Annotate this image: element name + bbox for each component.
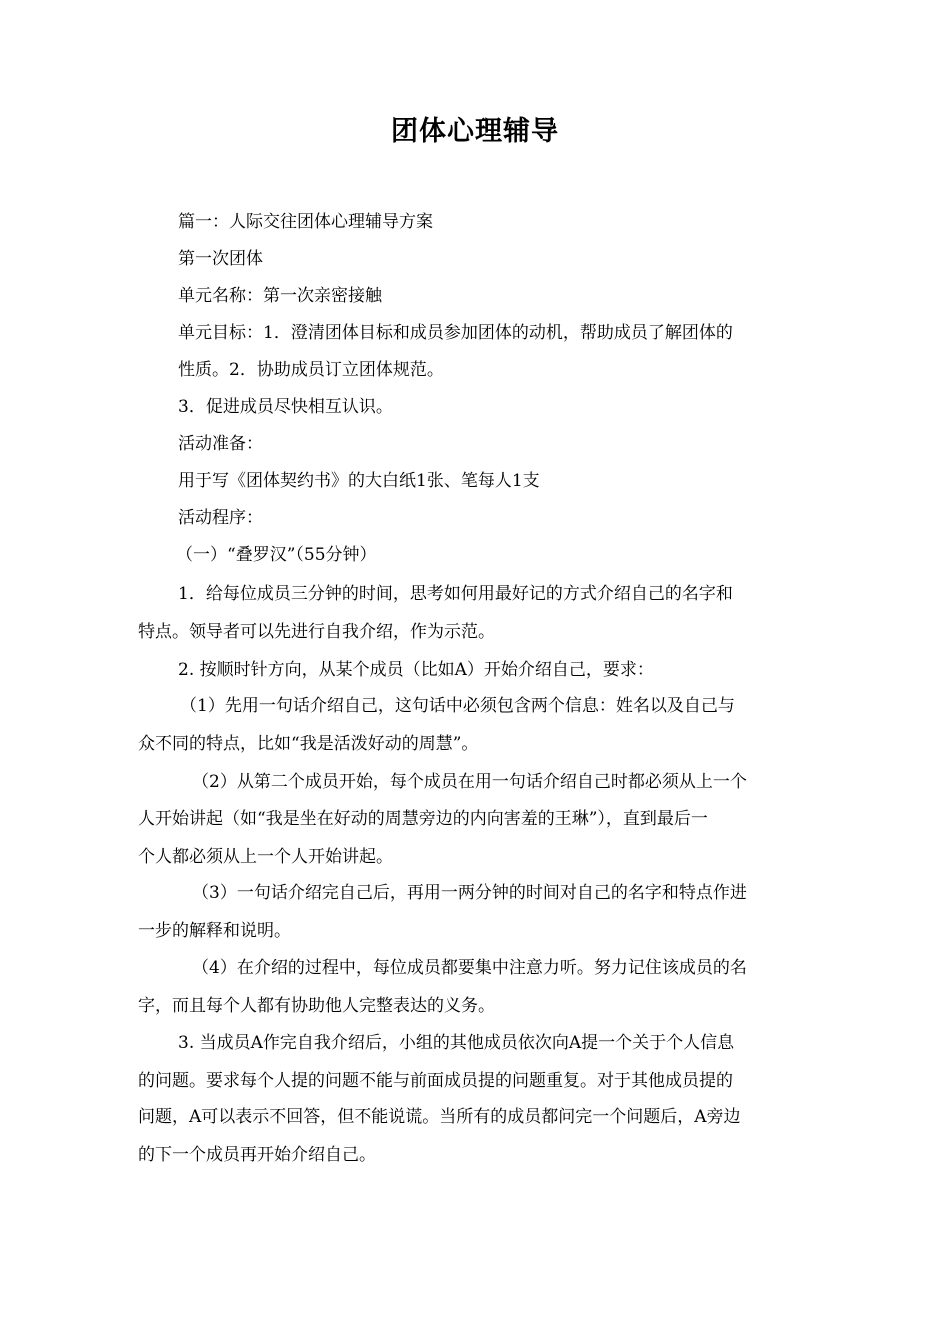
text-line: 第一次团体 <box>178 249 263 269</box>
text-line: 用于写《团体契约书》的大白纸1张、笔每人1支 <box>178 471 540 491</box>
text-line: 问题，A可以表示不回答，但不能说谎。当所有的成员都问完一个问题后，A旁边 <box>138 1107 741 1127</box>
text-line: 活动准备： <box>178 434 263 454</box>
text-line: （一）“叠罗汉”（55分钟） <box>176 545 377 565</box>
text-line: 单元目标：1．澄清团体目标和成员参加团体的动机，帮助成员了解团体的 <box>178 323 733 343</box>
text-line: 的下一个成员再开始介绍自己。 <box>138 1145 376 1165</box>
text-line: 单元名称：第一次亲密接触 <box>178 286 382 306</box>
text-line: 性质。2．协助成员订立团体规范。 <box>178 360 444 380</box>
text-line: 特点。领导者可以先进行自我介绍，作为示范。 <box>138 622 495 642</box>
text-line: 1．给每位成员三分钟的时间，思考如何用最好记的方式介绍自己的名字和 <box>178 584 733 604</box>
text-line: 3. 当成员A作完自我介绍后，小组的其他成员依次向A提一个关于个人信息 <box>178 1033 735 1053</box>
text-line: 2. 按顺时针方向，从某个成员（比如A）开始介绍自己，要求： <box>178 660 654 680</box>
text-line: 篇一：人际交往团体心理辅导方案 <box>178 212 433 232</box>
text-line: 众不同的特点，比如“我是活泼好动的周慧”。 <box>138 734 479 754</box>
text-line: （4）在介绍的过程中，每位成员都要集中注意力听。努力记住该成员的名 <box>192 958 747 978</box>
text-line: （2）从第二个成员开始，每个成员在用一句话介绍自己时都必须从上一个 <box>192 772 747 792</box>
text-line: （1）先用一句话介绍自己，这句话中必须包含两个信息：姓名以及自己与 <box>180 696 735 716</box>
text-line: 个人都必须从上一个人开始讲起。 <box>138 847 393 867</box>
text-line: 字，而且每个人都有协助他人完整表达的义务。 <box>138 996 495 1016</box>
text-line: 活动程序： <box>178 508 263 528</box>
text-line: 3．促进成员尽快相互认识。 <box>178 397 393 417</box>
text-line: （3）一句话介绍完自己后，再用一两分钟的时间对自己的名字和特点作进 <box>192 883 747 903</box>
text-line: 人开始讲起（如“我是坐在好动的周慧旁边的内向害羞的王琳”），直到最后一 <box>138 809 708 829</box>
text-line: 的问题。要求每个人提的问题不能与前面成员提的问题重复。对于其他成员提的 <box>138 1071 733 1091</box>
page-title: 团体心理辅导 <box>391 116 559 147</box>
text-line: 一步的解释和说明。 <box>138 921 291 941</box>
